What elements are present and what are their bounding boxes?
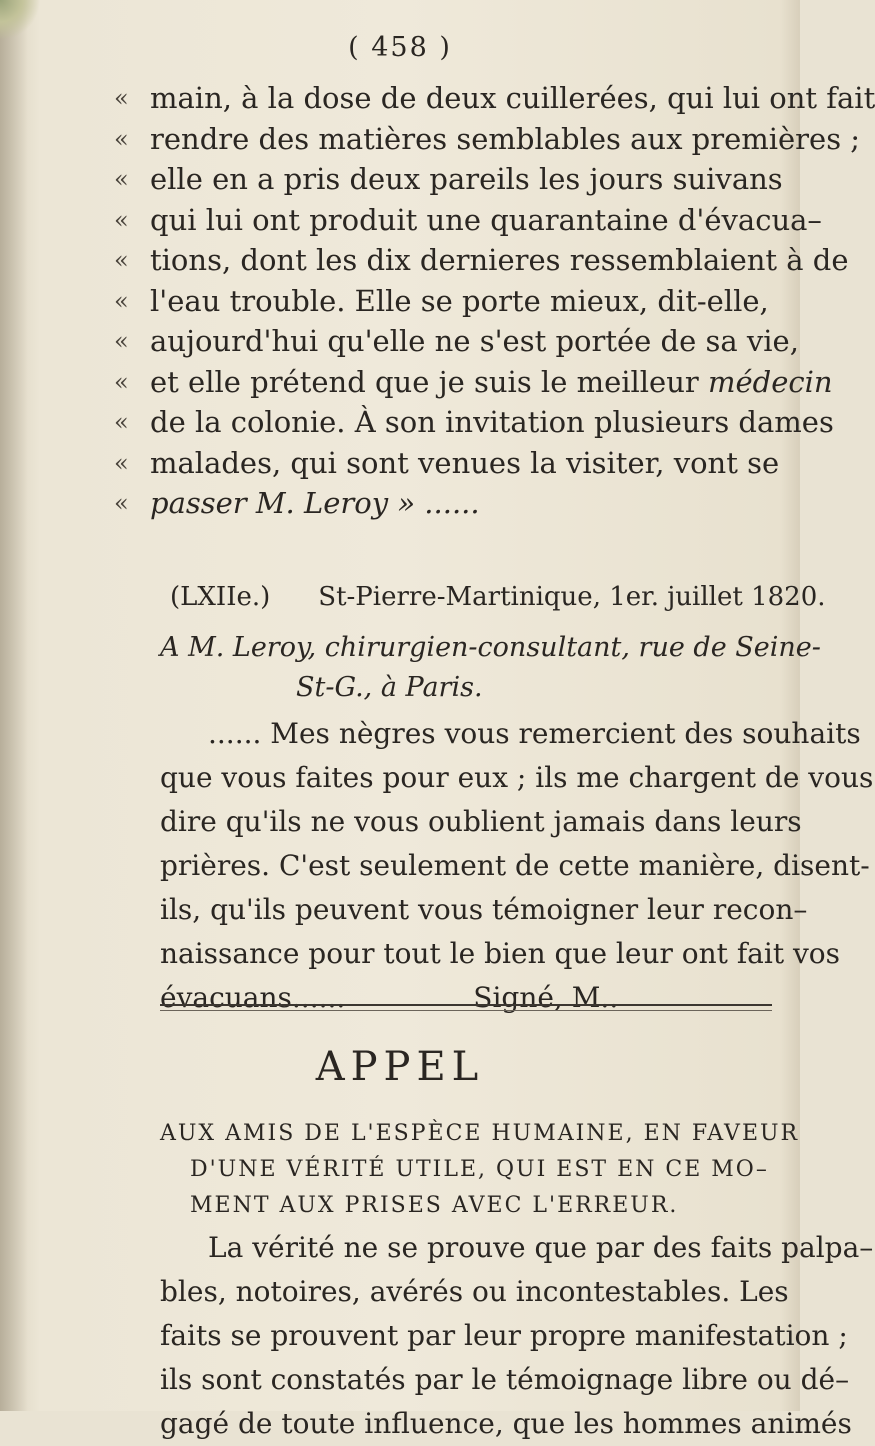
quote-line: « main, à la dose de deux cuillerées, qui lui ont fait	[114, 81, 875, 115]
quote-line: « de la colonie. À son invitation plusieurs dames	[114, 405, 834, 439]
quote-line: « et elle prétend que je suis le meilleur médecin	[114, 364, 833, 399]
letter-place-date: St-Pierre-Martinique, 1er. juillet 1820.	[318, 582, 826, 612]
quote-line: « l'eau trouble. Elle se porte mieux, dit-elle,	[114, 283, 769, 318]
body-line: que vous faites pour eux ; ils me chargent de vous	[160, 761, 874, 794]
closing-text: évacuans......	[160, 981, 346, 1014]
quote-line: « aujourd'hui qu'elle ne s'est portée de sa vie,	[114, 324, 799, 358]
address-line: A M. Leroy, chirurgien-consultant, rue de Seine-	[160, 632, 821, 663]
signature: Signé, M..	[473, 981, 619, 1014]
quote-line: « rendre des matières semblables aux premières ;	[114, 121, 861, 156]
quoted-passage	[114, 78, 875, 524]
subtitle-line: AUX AMIS DE L'ESPÈCE HUMAINE, EN FAVEUR	[160, 1121, 800, 1146]
section-divider-thin	[160, 1010, 772, 1011]
body-line: naissance pour tout le bien que leur ont fait vos	[160, 937, 841, 970]
subtitle-line: MENT AUX PRISES AVEC L'ERREUR.	[190, 1193, 679, 1218]
page-number: ( 458 )	[348, 32, 452, 63]
letter-heading	[170, 582, 826, 612]
letter-address	[160, 628, 821, 708]
address-line: St-G., à Paris.	[296, 672, 483, 703]
section-divider	[160, 1004, 772, 1006]
body-line-closing	[160, 976, 800, 1020]
quote-line: « passer M. Leroy » ......	[114, 486, 480, 520]
letter-body	[160, 712, 874, 1020]
letter-number: (LXIIe.)	[170, 582, 271, 612]
italic-word: médecin	[707, 364, 833, 399]
body-line: dire qu'ils ne vous oublient jamais dans leurs	[160, 805, 802, 838]
appel-text	[160, 1226, 874, 1446]
quote-line: « tions, dont les dix dernieres ressemblaient à de	[114, 243, 849, 277]
text-line: faits se prouvent par leur propre manifestation ;	[160, 1319, 848, 1352]
quote-line: « malades, qui sont venues la visiter, vont se	[114, 445, 780, 480]
text-line: bles, notoires, avérés ou incontestables. Les	[160, 1275, 789, 1308]
body-line: ...... Mes nègres vous remercient des souhaits	[208, 717, 861, 750]
body-line: ils, qu'ils peuvent vous témoigner leur recon–	[160, 893, 808, 926]
quote-line: « elle en a pris deux pareils les jours suivans	[114, 162, 783, 196]
subtitle-line: D'UNE VÉRITÉ UTILE, QUI EST EN CE MO–	[190, 1157, 769, 1182]
body-line: prières. C'est seulement de cette manière, disent-	[160, 849, 870, 882]
page-edge-shadow	[0, 0, 28, 1411]
text-line: gagé de toute influence, que les hommes animés	[160, 1407, 852, 1440]
section-title: APPEL	[315, 1044, 485, 1090]
section-subtitle	[160, 1116, 800, 1224]
text-line: La vérité ne se prouve que par des faits palpa–	[208, 1231, 874, 1264]
quote-line: « qui lui ont produit une quarantaine d'évacua–	[114, 202, 822, 237]
text-line: ils sont constatés par le témoignage libre ou dé–	[160, 1363, 850, 1396]
